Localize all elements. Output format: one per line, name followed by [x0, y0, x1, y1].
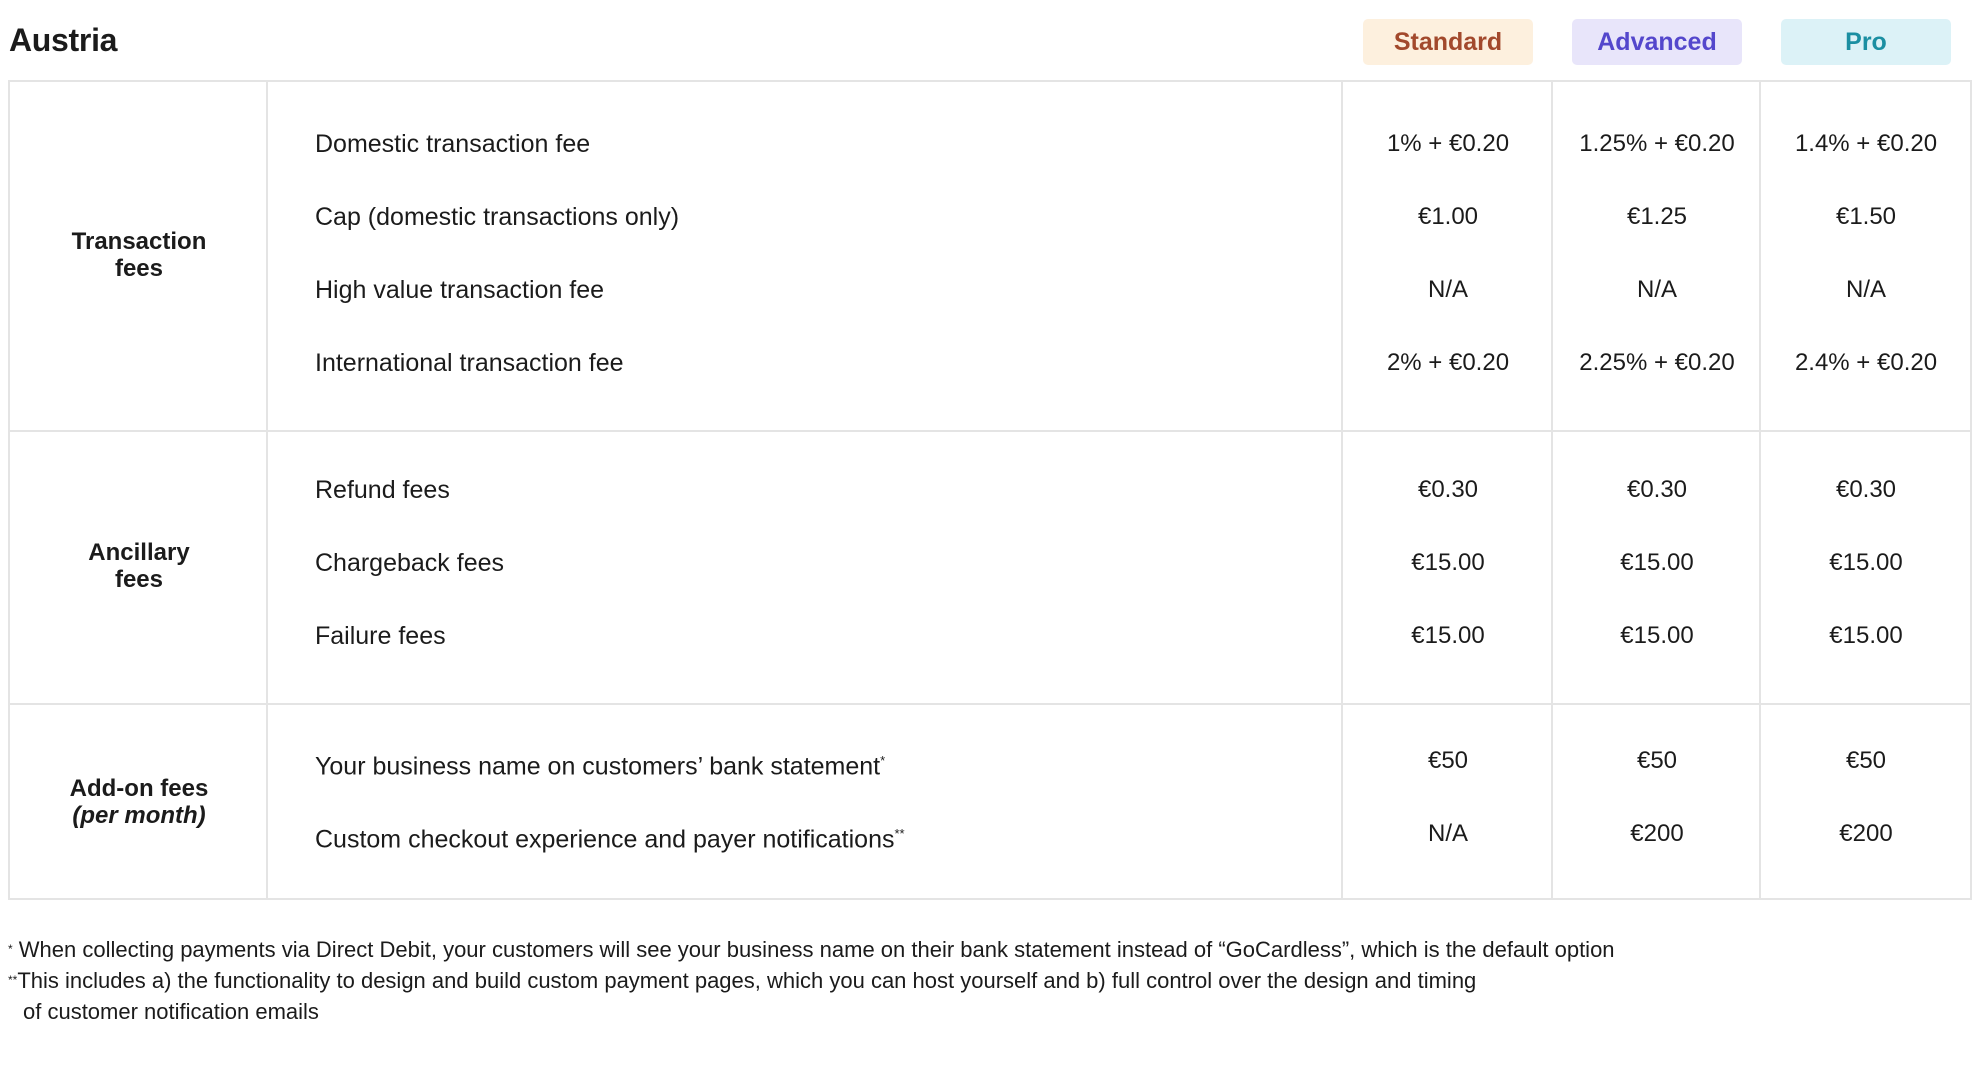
footnote-text: This includes a) the functionality to design and build custom payment pages, which you can host yourself and b) full control over the design and timing — [17, 968, 1477, 993]
table-cell: 2.25% + €0.20 — [1579, 349, 1735, 376]
table-cell: €15.00 — [1411, 549, 1485, 576]
table-cell: €1.50 — [1835, 203, 1897, 230]
table-cell: N/A — [1845, 276, 1886, 303]
plan-badge-standard: Standard — [1363, 19, 1533, 65]
row-label-domestic-transaction-fee: Domestic transaction fee — [315, 130, 591, 158]
table-cell: N/A — [1427, 820, 1468, 847]
table-cell: €1.00 — [1417, 203, 1479, 230]
pricing-table — [8, 80, 1972, 900]
table-cell: €0.30 — [1626, 476, 1688, 503]
table-cell: €0.30 — [1835, 476, 1897, 503]
footnote-2 — [8, 965, 1615, 996]
group-label-line: Add-on fees — [69, 775, 209, 802]
table-cell: 1.4% + €0.20 — [1794, 130, 1938, 157]
group-label-subtitle: (per month) — [72, 802, 206, 829]
group-label-line: Ancillary — [88, 539, 190, 566]
group-label-transaction-fees — [10, 228, 268, 282]
footnote-marker: * — [8, 942, 13, 956]
group-label-add-on-fees — [10, 775, 268, 829]
row-divider — [10, 430, 1970, 432]
table-cell: 1% + €0.20 — [1386, 130, 1510, 157]
table-cell: 2.4% + €0.20 — [1794, 349, 1938, 376]
table-cell: €15.00 — [1829, 622, 1903, 649]
footnote-marker: ** — [894, 826, 905, 841]
table-cell: €1.25 — [1626, 203, 1688, 230]
table-cell: 1.25% + €0.20 — [1579, 130, 1735, 157]
row-label-text: Your business name on customers’ bank statement — [315, 752, 881, 781]
table-cell: €15.00 — [1620, 622, 1694, 649]
footnotes — [8, 934, 1615, 1027]
plan-badge-pro: Pro — [1781, 19, 1951, 65]
row-label-international-transaction-fee: International transaction fee — [315, 349, 624, 377]
page-title: Austria — [9, 22, 118, 58]
group-label-ancillary-fees — [10, 539, 268, 593]
footnote-2-continuation: of customer notification emails — [23, 999, 319, 1024]
table-cell: €200 — [1630, 820, 1684, 847]
table-cell: €0.30 — [1417, 476, 1479, 503]
row-label-business-name-on-statement — [315, 746, 885, 781]
row-label-cap: Cap (domestic transactions only) — [315, 203, 680, 231]
row-label-failure-fees: Failure fees — [315, 622, 446, 650]
row-label-text: Custom checkout experience and payer notifications — [315, 825, 895, 854]
table-cell: N/A — [1427, 276, 1468, 303]
row-divider — [10, 703, 1970, 705]
footnote-marker: * — [880, 753, 886, 768]
table-cell: 2% + €0.20 — [1386, 349, 1510, 376]
row-label-high-value-transaction-fee: High value transaction fee — [315, 276, 605, 304]
row-label-custom-checkout — [315, 819, 905, 854]
footnote-marker: ** — [8, 973, 18, 987]
row-label-chargeback-fees: Chargeback fees — [315, 549, 505, 577]
group-label-line: fees — [114, 566, 164, 593]
table-cell: €15.00 — [1620, 549, 1694, 576]
group-label-line: fees — [114, 255, 164, 282]
footnote-1 — [8, 934, 1615, 965]
footnote-text: When collecting payments via Direct Debit, your customers will see your business name on their bank statement instead of “GoCardless”, which is the default option — [12, 937, 1615, 962]
table-cell: €50 — [1636, 747, 1678, 774]
table-cell: €15.00 — [1411, 622, 1485, 649]
plan-badge-advanced: Advanced — [1572, 19, 1742, 65]
row-label-refund-fees: Refund fees — [315, 476, 450, 504]
table-cell: €200 — [1839, 820, 1893, 847]
group-label-line: Transaction — [71, 228, 207, 255]
table-cell: €15.00 — [1829, 549, 1903, 576]
group-label-line — [10, 802, 268, 829]
table-cell: €50 — [1845, 747, 1887, 774]
table-cell: €50 — [1427, 747, 1469, 774]
table-cell: N/A — [1636, 276, 1677, 303]
